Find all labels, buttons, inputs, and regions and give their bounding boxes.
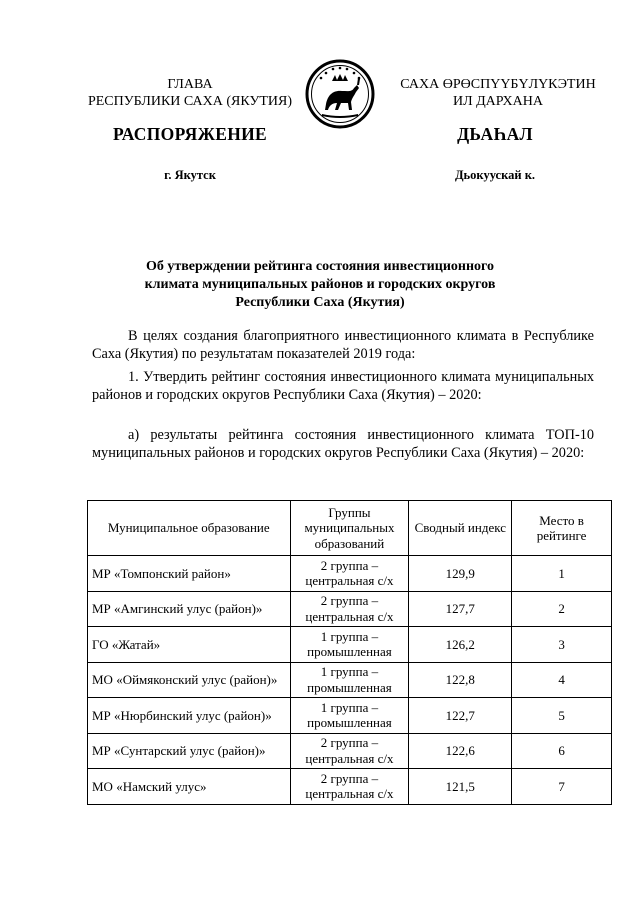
cell-municipality: МР «Амгинский улус (район)»: [88, 591, 291, 627]
paragraph-item-a-text: а) результаты рейтинга состояния инвестиционного климата ТОП-10 муниципальных районов и городских округов Республики Саха (Якутия) – 2020:: [92, 427, 594, 461]
cell-group: 2 группа – центральная с/х: [290, 591, 409, 627]
cell-index: 121,5: [409, 769, 512, 805]
subject-line1: Об утверждении рейтинга состояния инвестиционного: [145, 259, 495, 274]
cell-municipality: МО «Намский улус»: [88, 769, 291, 805]
cell-place: 7: [512, 769, 612, 805]
rating-table: [87, 500, 612, 805]
header-left-line2: РЕСПУБЛИКИ САХА (ЯКУТИЯ): [87, 94, 293, 109]
header-index: Сводный индекс: [409, 501, 512, 556]
table-row: [88, 698, 612, 734]
header-place: Место в рейтинге: [512, 501, 612, 556]
header-right: [388, 76, 608, 110]
paragraph-item-1-text: 1. Утвердить рейтинг состояния инвестиционного климата муниципальных районов и городских округов Республики Саха (Якутия) – 2020:: [92, 369, 594, 403]
emblem-icon: [304, 58, 376, 130]
cell-municipality: МР «Сунтарский улус (район)»: [88, 733, 291, 769]
cell-place: 5: [512, 698, 612, 734]
cell-group: 1 группа – промышленная: [290, 662, 409, 698]
cell-municipality: МО «Оймяконский улус (район)»: [88, 662, 291, 698]
table-header-row: [88, 501, 612, 556]
table-row: [88, 556, 612, 592]
cell-municipality: МР «Нюрбинский улус (район)»: [88, 698, 291, 734]
table-row: [88, 662, 612, 698]
document-title-ru: РАСПОРЯЖЕНИЕ: [112, 124, 267, 144]
cell-group: 2 группа – центральная с/х: [290, 769, 409, 805]
subject-line3: Республики Саха (Якутия): [235, 295, 405, 310]
cell-place: 6: [512, 733, 612, 769]
header-right-line1: САХА ӨРӨСПҮҮБҮЛҮКЭТИН: [400, 77, 596, 92]
city-ru: г. Якутск: [164, 168, 216, 182]
paragraph-item-a: [92, 427, 594, 462]
header-left-line1: ГЛАВА: [167, 77, 213, 92]
paragraph-item-1: [92, 369, 594, 404]
table-row: [88, 627, 612, 663]
table-row: [88, 591, 612, 627]
paragraph-intro-text: В целях создания благоприятного инвестиционного климата в Республике Саха (Якутия) по результатам показателей 2019 года:: [92, 328, 594, 362]
table-row: [88, 769, 612, 805]
paragraph-intro: [92, 328, 594, 363]
header-municipality: Муниципальное образование: [88, 501, 291, 556]
document-title-sah: ДЬАҺАЛ: [457, 124, 533, 144]
cell-place: 2: [512, 591, 612, 627]
city-sah: Дьокуускай к.: [454, 168, 536, 182]
table-row: [88, 733, 612, 769]
cell-index: 122,7: [409, 698, 512, 734]
header-group: Группы муниципальных образований: [290, 501, 409, 556]
subject-line2: климата муниципальных районов и городских округов: [144, 277, 496, 292]
cell-index: 126,2: [409, 627, 512, 663]
header-right-line2: ИЛ ДАРХАНА: [452, 94, 543, 109]
cell-municipality: МР «Томпонский район»: [88, 556, 291, 592]
cell-group: 2 группа – центральная с/х: [290, 733, 409, 769]
cell-place: 1: [512, 556, 612, 592]
cell-index: 122,8: [409, 662, 512, 698]
cell-index: 127,7: [409, 591, 512, 627]
cell-index: 129,9: [409, 556, 512, 592]
cell-municipality: ГО «Жатай»: [88, 627, 291, 663]
cell-group: 2 группа – центральная с/х: [290, 556, 409, 592]
subject-heading: [110, 258, 530, 312]
cell-group: 1 группа – промышленная: [290, 627, 409, 663]
cell-place: 4: [512, 662, 612, 698]
cell-index: 122,6: [409, 733, 512, 769]
cell-place: 3: [512, 627, 612, 663]
cell-group: 1 группа – промышленная: [290, 698, 409, 734]
header-left: [70, 76, 310, 110]
